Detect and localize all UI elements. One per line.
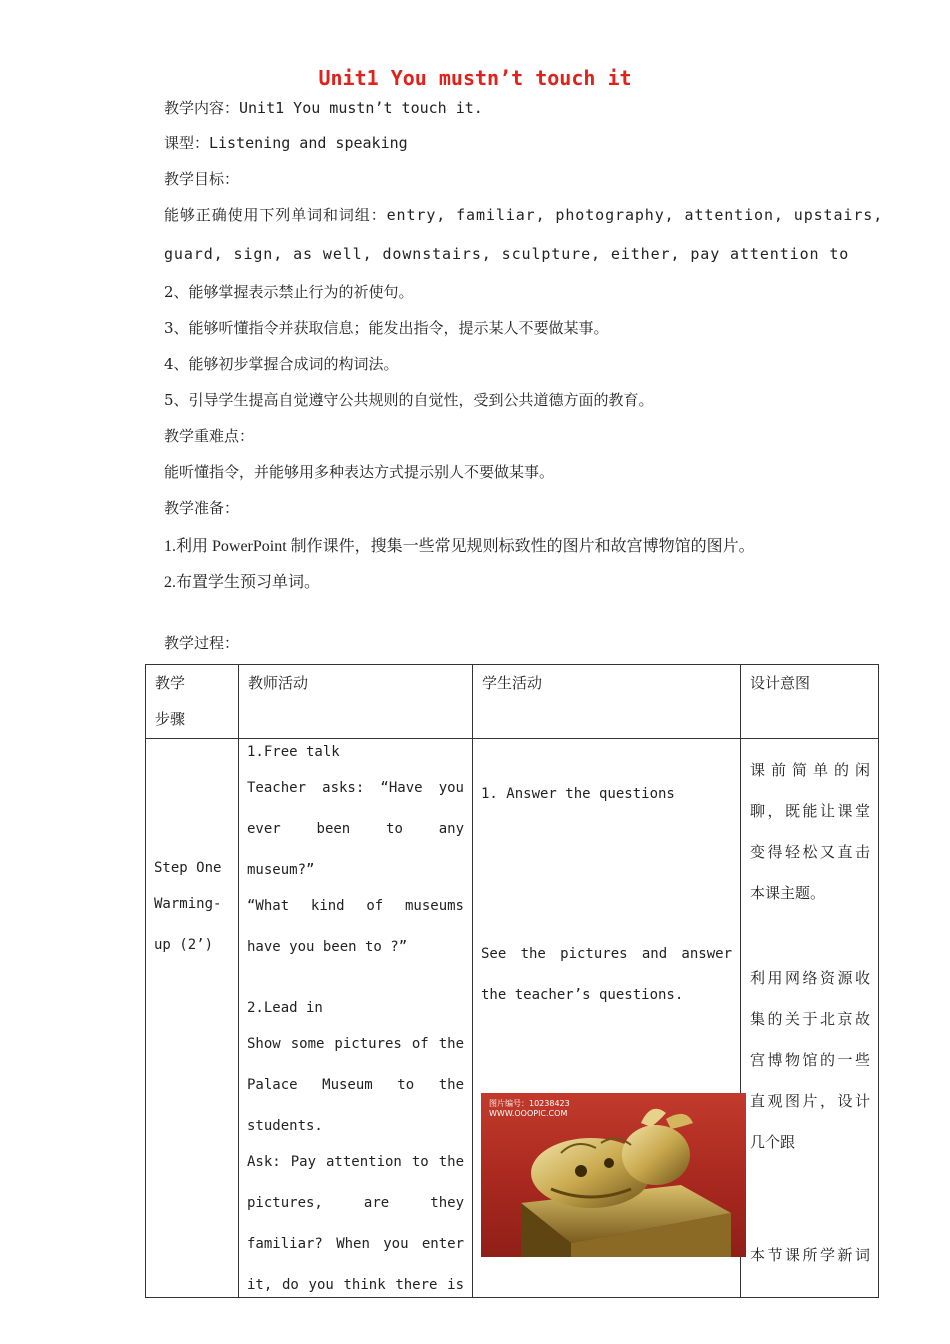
teaching-content: 教学内容：Unit1 You mustn’t touch it.	[164, 99, 483, 117]
teacher-line-13: familiar? When you enter	[247, 1236, 464, 1252]
step-line-2: Warming-	[154, 896, 222, 912]
header-design: 设计意图	[741, 665, 879, 739]
student-activity-cell	[473, 739, 741, 1298]
teacher-line-10: students.	[247, 1118, 323, 1134]
objective-1-line-1: 能够正确使用下列单词和词组：entry, familiar, photography, attention, upstairs,	[164, 206, 884, 224]
teaching-process-table	[145, 664, 879, 1298]
objective-4: 4、能够初步掌握合成词的构词法。	[164, 355, 399, 373]
jade-seal-icon	[481, 1093, 746, 1257]
design-line-7: 宫博物馆的一些	[750, 1051, 870, 1069]
design-intent-cell	[741, 739, 879, 1298]
table-row-step-one	[146, 739, 879, 1298]
table-header-row	[146, 665, 879, 739]
design-line-5: 利用网络资源收	[750, 969, 870, 987]
design-line-9: 几个跟	[750, 1133, 796, 1151]
teacher-line-8: Show some pictures of the	[247, 1036, 464, 1052]
preparation-heading: 教学准备：	[164, 499, 240, 517]
teacher-line-11: Ask: Pay attention to the	[247, 1154, 464, 1170]
student-line-3: the teacher’s questions.	[481, 987, 684, 1003]
teacher-line-5: “What kind of museums	[247, 898, 464, 914]
photo-watermark: 图片编号：10238423 WWW.OOOPIC.COM	[489, 1099, 570, 1118]
teacher-line-9: Palace Museum to the	[247, 1077, 464, 1093]
key-points-heading: 教学重难点：	[164, 427, 255, 445]
step-cell	[146, 739, 239, 1298]
teacher-line-14: it, do you think there is	[247, 1277, 464, 1293]
design-line-4: 本课主题。	[750, 884, 826, 902]
lesson-type: 课型：Listening and speaking	[164, 134, 408, 152]
design-line-1: 课前简单的闲	[750, 761, 870, 779]
student-line-1: 1. Answer the questions	[481, 786, 675, 802]
teacher-line-4: museum?”	[247, 862, 315, 878]
document-title: Unit1 You mustn’t touch it	[318, 66, 632, 90]
preparation-1: 1.利用 PowerPoint 制作课件，搜集一些常见规则标致性的图片和故宫博物馆的图片。	[164, 538, 755, 555]
teacher-line-3: ever been to any	[247, 821, 464, 837]
teacher-line-2: Teacher asks: “Have you	[247, 780, 464, 796]
design-line-2: 聊，既能让课堂	[750, 802, 870, 820]
header-step	[146, 665, 239, 739]
objective-2: 2、能够掌握表示禁止行为的祈使句。	[164, 283, 414, 301]
header-step-line-2: 步骤	[155, 710, 186, 728]
teacher-activity-cell	[239, 739, 473, 1298]
teacher-line-6: have you been to ?”	[247, 939, 408, 955]
header-step-line-1: 教学	[155, 674, 186, 692]
objectives-heading: 教学目标：	[164, 170, 240, 188]
header-teacher: 教师活动	[239, 665, 473, 739]
teacher-line-1: 1.Free talk	[247, 744, 340, 760]
objective-1-line-2: guard, sign, as well, downstairs, sculpture, either, pay attention to	[164, 245, 850, 263]
design-line-3: 变得轻松又直击	[750, 843, 870, 861]
step-line-1: Step One	[154, 860, 222, 876]
design-line-10: 本节课所学新词	[750, 1246, 870, 1264]
step-line-3: up (2’)	[154, 937, 214, 953]
header-student: 学生活动	[473, 665, 741, 739]
objective-3: 3、能够听懂指令并获取信息；能发出指令，提示某人不要做某事。	[164, 319, 609, 337]
process-heading: 教学过程：	[164, 634, 240, 652]
palace-museum-seal-photo	[481, 1093, 746, 1257]
teacher-line-7: 2.Lead in	[247, 1000, 323, 1016]
key-points: 能听懂指令，并能够用多种表达方式提示别人不要做某事。	[164, 463, 555, 481]
teacher-line-12: pictures, are they	[247, 1195, 464, 1211]
preparation-2: 2.布置学生预习单词。	[164, 574, 321, 591]
objective-5: 5、引导学生提高自觉遵守公共规则的自觉性，受到公共道德方面的教育。	[164, 391, 654, 409]
student-line-2: See the pictures and answer	[481, 946, 732, 962]
design-line-8: 直观图片，设计	[750, 1092, 870, 1110]
design-line-6: 集的关于北京故	[750, 1010, 870, 1028]
